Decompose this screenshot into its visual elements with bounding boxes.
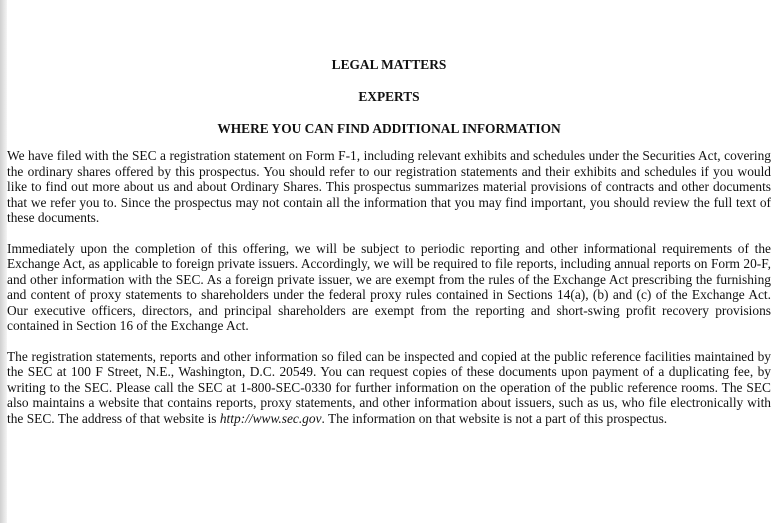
paragraph-public-reference: [7, 349, 771, 427]
heading-legal-matters: LEGAL MATTERS: [331, 57, 447, 72]
heading-experts: EXPERTS: [358, 89, 420, 104]
paragraph-public-reference-text: The registration statements, reports and other information so filed can be inspected and copied at the public reference facilities maintained by the SEC at 100 F Street, N.E., Washington, D.C. 20549. You can request copies of these documents upon payment of a duplicating fee, by writing to the SEC. Please call the SEC at 1-800-SEC-0330 for further information on the operation of the public reference rooms. The SEC also maintains a website that contains reports, proxy statements, and other information about issuers, such as us, who file electronically with the SEC. The address of that website is: [7, 348, 771, 426]
paragraph-registration-statement: We have filed with the SEC a registration statement on Form F-1, including relevant exhibits and schedules under the Securities Act, covering the ordinary shares offered by this prospectus. You should refer to our registration statements and their exhibits and schedules if you would like to find out more about us and about Ordinary Shares. This prospectus summarizes material provisions of contracts and other documents that we refer you to. Since the prospectus may not contain all the information that you may find important, you should review the full text of these documents.: [7, 148, 771, 225]
paragraph-periodic-reporting: Immediately upon the completion of this offering, we will be subject to periodic reporting and other informational requirements of the Exchange Act, as applicable to foreign private issuers. Accordingly, we will be required to file reports, including annual reports on Form 20-F, and other information with the SEC. As a foreign private issuer, we are exempt from the rules of the Exchange Act prescribing the furnishing and content of proxy statements to shareholders under the federal proxy rules contained in Sections 14(a), (b) and (c) of the Exchange Act. Our executive officers, directors, and principal shareholders are exempt from the reporting and short-swing profit recovery provisions contained in Section 16 of the Exchange Act.: [7, 240, 771, 333]
page-edge-shadow: [0, 0, 7, 523]
document-page: [7, 0, 771, 426]
heading-where-to-find-info: WHERE YOU CAN FIND ADDITIONAL INFORMATION: [217, 121, 561, 136]
paragraph-public-reference-text-end: . The information on that website is not a part of this prospectus.: [321, 410, 668, 426]
sec-website-link[interactable]: http://www.sec.gov: [219, 410, 322, 426]
